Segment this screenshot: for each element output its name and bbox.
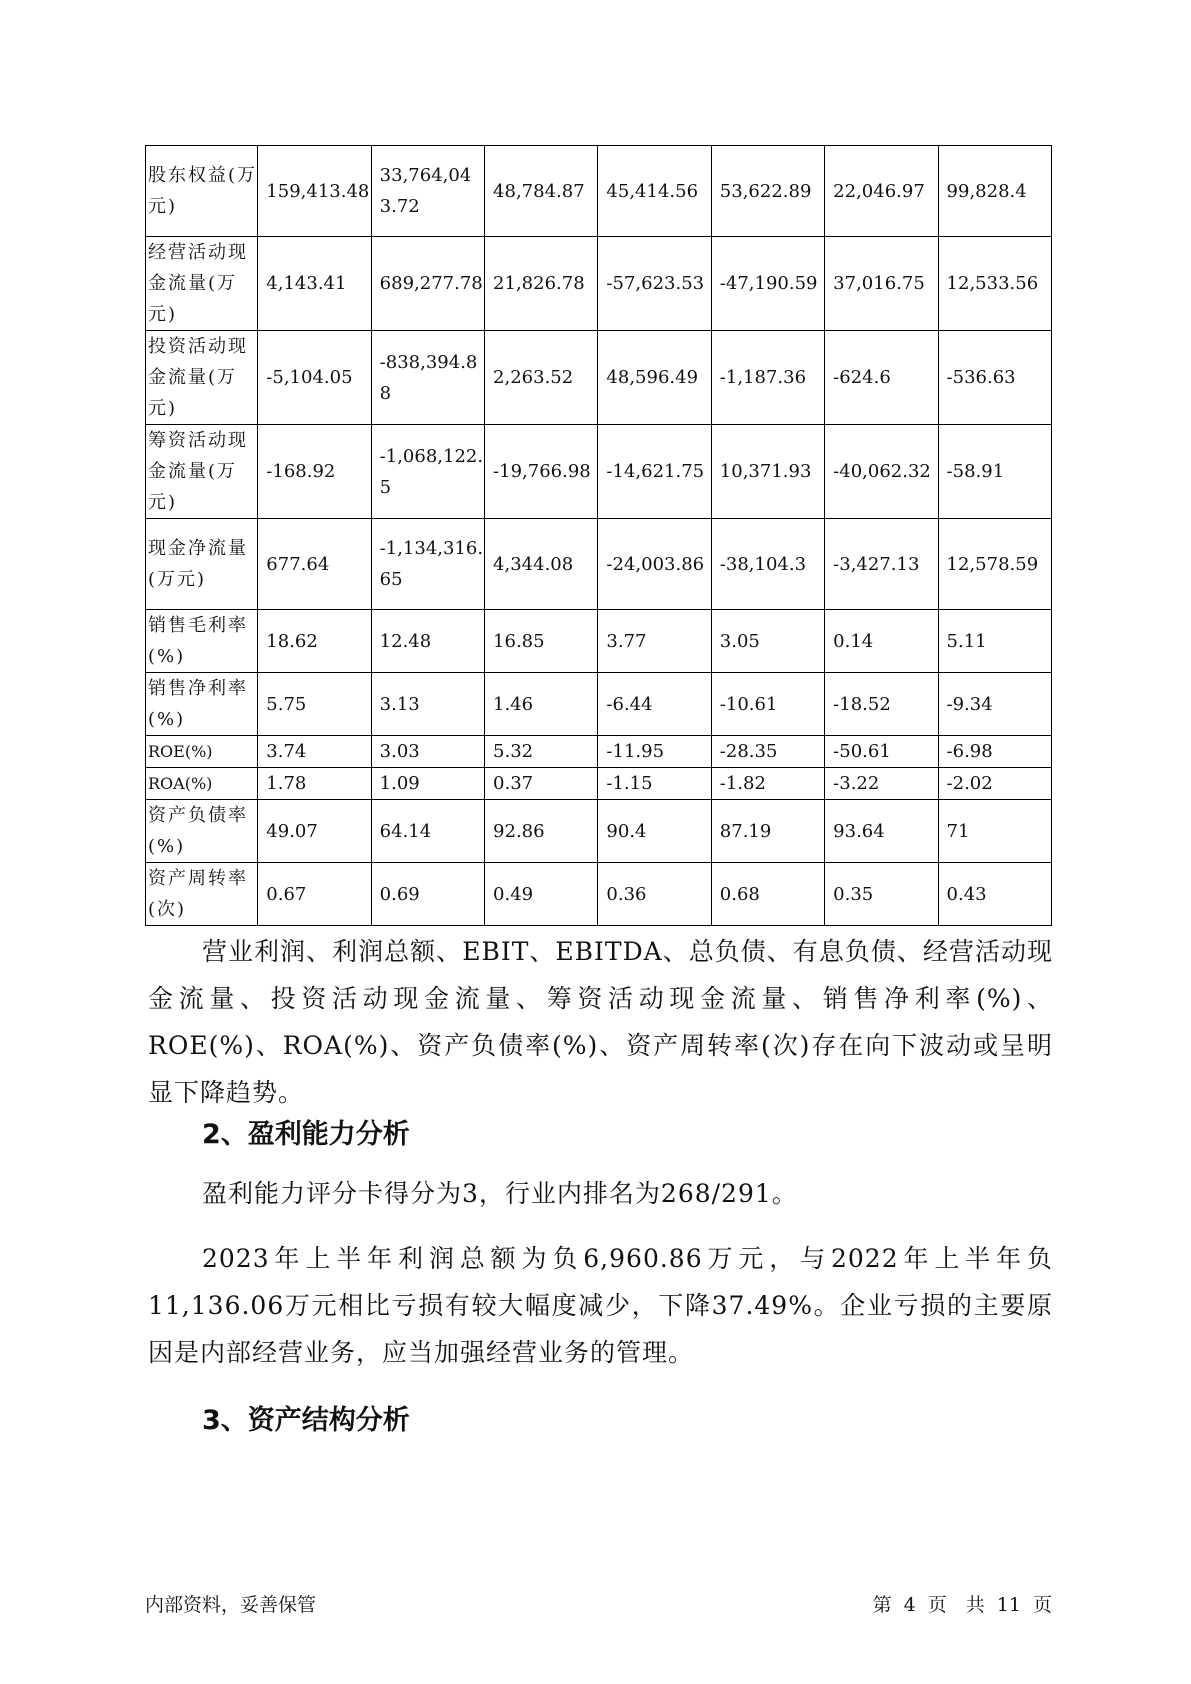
table-cell: -5,104.05 [258, 331, 371, 425]
table-cell: 64.14 [371, 800, 484, 863]
row-label: 资产周转率(次) [146, 863, 258, 926]
table-cell: 0.49 [485, 863, 598, 926]
table-cell: 2,263.52 [485, 331, 598, 425]
table-cell: -1,068,122.5 [371, 425, 484, 519]
footer-page-number: 第 4 页 共 11 页 [872, 1594, 1052, 1616]
table-cell: -24,003.86 [598, 519, 711, 610]
table-body [146, 146, 1052, 926]
table-cell: -47,190.59 [711, 237, 824, 331]
table-row [146, 863, 1052, 926]
table-cell: -11.95 [598, 736, 711, 768]
table-cell: -624.6 [825, 331, 938, 425]
table-cell: 159,413.48 [258, 146, 371, 237]
row-label: ROE(%) [146, 736, 258, 768]
table-cell: 99,828.4 [938, 146, 1051, 237]
table-cell: -14,621.75 [598, 425, 711, 519]
table-cell: 5.75 [258, 673, 371, 736]
table-cell: -1,187.36 [711, 331, 824, 425]
table-cell: -3.22 [825, 768, 938, 800]
table-cell: 18.62 [258, 610, 371, 673]
table-row [146, 800, 1052, 863]
table-cell: 71 [938, 800, 1051, 863]
table-cell: -9.34 [938, 673, 1051, 736]
table-cell: 45,414.56 [598, 146, 711, 237]
table-cell: -38,104.3 [711, 519, 824, 610]
table-cell: -3,427.13 [825, 519, 938, 610]
table-cell: 0.69 [371, 863, 484, 926]
table-cell: 21,826.78 [485, 237, 598, 331]
table-row [146, 237, 1052, 331]
table-row [146, 425, 1052, 519]
trend-paragraph: 营业利润、利润总额、EBIT、EBITDA、总负债、有息负债、经营活动现金流量、投资活动现金流量、筹资活动现金流量、销售净利率(%)、ROE(%)、ROA(%)、资产负债率(%)、资产周转率(次)存在向下波动或呈明显下降趋势。 [148, 937, 1053, 1107]
profitability-analysis-text: 2023年上半年利润总额为负6,960.86万元，与2022年上半年负11,136.06万元相比亏损有较大幅度减少，下降37.49%。企业亏损的主要原因是内部经营业务，应当加强经营业务的管理。 [148, 1244, 1053, 1367]
table-cell: 49.07 [258, 800, 371, 863]
table-cell: 92.86 [485, 800, 598, 863]
table-cell: -6.44 [598, 673, 711, 736]
table-cell: -40,062.32 [825, 425, 938, 519]
table-cell: -10.61 [711, 673, 824, 736]
table-cell: -28.35 [711, 736, 824, 768]
financial-indicators-table [145, 145, 1052, 926]
table-cell: 0.68 [711, 863, 824, 926]
table-cell: 90.4 [598, 800, 711, 863]
table-cell: 3.74 [258, 736, 371, 768]
table-row [146, 331, 1052, 425]
table-cell: 3.13 [371, 673, 484, 736]
table-row [146, 610, 1052, 673]
table-cell: -1,134,316.65 [371, 519, 484, 610]
table-cell: 12,533.56 [938, 237, 1051, 331]
table-cell: 0.35 [825, 863, 938, 926]
table-cell: 48,596.49 [598, 331, 711, 425]
footer-confidential-note: 内部资料，妥善保管 [145, 1594, 317, 1616]
table-cell: 10,371.93 [711, 425, 824, 519]
table-cell: 4,344.08 [485, 519, 598, 610]
table-cell: 53,622.89 [711, 146, 824, 237]
table-cell: 4,143.41 [258, 237, 371, 331]
table-cell: 0.67 [258, 863, 371, 926]
table-row [146, 736, 1052, 768]
table-cell: 1.09 [371, 768, 484, 800]
table-cell: -168.92 [258, 425, 371, 519]
table-cell: -6.98 [938, 736, 1051, 768]
table-cell: -58.91 [938, 425, 1051, 519]
table-cell: 12.48 [371, 610, 484, 673]
table-cell: -18.52 [825, 673, 938, 736]
table-row [146, 673, 1052, 736]
table-cell: 0.36 [598, 863, 711, 926]
table-cell: 5.11 [938, 610, 1051, 673]
table-cell: 33,764,043.72 [371, 146, 484, 237]
table-cell: -838,394.88 [371, 331, 484, 425]
row-label: 销售净利率(%) [146, 673, 258, 736]
section-heading-asset-structure: 3、资产结构分析 [202, 1405, 410, 1436]
table-cell: 677.64 [258, 519, 371, 610]
table-cell: 22,046.97 [825, 146, 938, 237]
row-label: 股东权益(万元) [146, 146, 258, 237]
table-cell: -57,623.53 [598, 237, 711, 331]
table-row [146, 146, 1052, 237]
row-label: 投资活动现金流量(万元) [146, 331, 258, 425]
table-cell: 0.37 [485, 768, 598, 800]
table-row [146, 519, 1052, 610]
table-cell: 3.05 [711, 610, 824, 673]
table-cell: -1.15 [598, 768, 711, 800]
section-heading-profitability: 2、盈利能力分析 [202, 1119, 410, 1150]
table-cell: -19,766.98 [485, 425, 598, 519]
table-cell: 689,277.78 [371, 237, 484, 331]
table-cell: -50.61 [825, 736, 938, 768]
table-cell: 87.19 [711, 800, 824, 863]
row-label: 现金净流量(万元) [146, 519, 258, 610]
table-cell: 1.78 [258, 768, 371, 800]
table-cell: 0.43 [938, 863, 1051, 926]
row-label: 经营活动现金流量(万元) [146, 237, 258, 331]
table-row [146, 768, 1052, 800]
table-cell: 48,784.87 [485, 146, 598, 237]
profitability-score-text: 盈利能力评分卡得分为3，行业内排名为268/291。 [202, 1179, 798, 1208]
table-cell: 37,016.75 [825, 237, 938, 331]
table-cell: -1.82 [711, 768, 824, 800]
table-cell: 12,578.59 [938, 519, 1051, 610]
row-label: ROA(%) [146, 768, 258, 800]
table-cell: 93.64 [825, 800, 938, 863]
table-cell: 3.77 [598, 610, 711, 673]
table-cell: -536.63 [938, 331, 1051, 425]
row-label: 筹资活动现金流量(万元) [146, 425, 258, 519]
table-cell: 16.85 [485, 610, 598, 673]
table-cell: 5.32 [485, 736, 598, 768]
table-cell: 0.14 [825, 610, 938, 673]
table-cell: 3.03 [371, 736, 484, 768]
table-cell: -2.02 [938, 768, 1051, 800]
row-label: 销售毛利率(%) [146, 610, 258, 673]
row-label: 资产负债率(%) [146, 800, 258, 863]
table-cell: 1.46 [485, 673, 598, 736]
